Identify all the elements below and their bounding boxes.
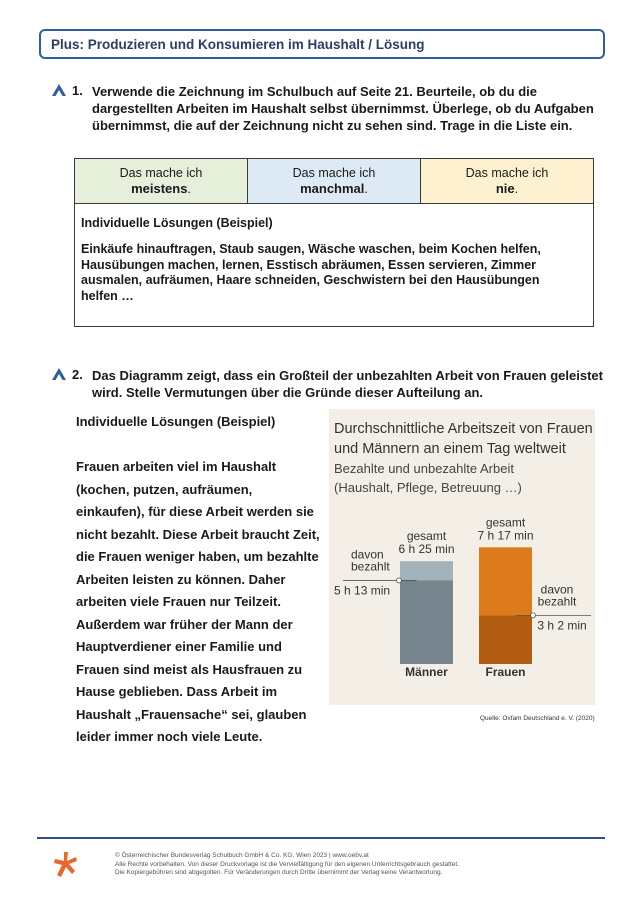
solution-line: helfen …	[81, 288, 134, 303]
bar-unpaid-maenner	[400, 561, 453, 580]
paid-value-label: 3 h 2 min	[537, 618, 587, 633]
answer-line: arbeiten viele Frauen nur Teilzeit.	[76, 594, 281, 609]
total-value-label: 7 h 17 min	[477, 528, 534, 543]
chart-title-line: Durchschnittliche Arbeitszeit von Frauen	[334, 421, 593, 437]
column-prefix: Das mache ich	[465, 166, 549, 180]
column-suffix: .	[514, 182, 519, 196]
answer-line: (kochen, putzen, aufräumen,	[76, 481, 253, 497]
category-label: Männer	[405, 665, 448, 679]
answer-line: Frauen sind meist als Hausfrauen zu	[76, 661, 303, 677]
task2-line: wird. Stelle Vermutungen über die Gründe dieser Aufteilung an.	[92, 385, 484, 400]
solution-text	[81, 242, 587, 304]
answer-line: einkaufen), für diese Arbeit werden sie	[76, 504, 314, 519]
bar-paid-frauen	[479, 615, 532, 664]
paid-caption-label: bezahlt	[537, 594, 577, 609]
column-header-nie	[421, 159, 594, 204]
task1-line: übernimmst, die auf der Zeichnung nicht zu sehen sind. Trage in die Liste ein.	[92, 118, 573, 133]
task2-number: 2.	[72, 367, 83, 382]
paid-value-label: 5 h 13 min	[334, 583, 391, 598]
answer-text	[76, 456, 320, 749]
answer-line: Frauen arbeiten viel im Haushalt	[76, 459, 277, 474]
task2-text	[92, 367, 603, 401]
answer-heading: Individuelle Lösungen (Beispiel)	[76, 414, 276, 429]
answer-line: Hause geblieben. Dass Arbeit im	[76, 684, 278, 699]
solution-cell	[75, 204, 594, 327]
task2-line: Das Diagramm zeigt, dass ein Großteil der unbezahlten Arbeit von Frauen geleistet	[92, 368, 603, 383]
column-header-meistens	[75, 159, 248, 204]
column-keyword: nie	[495, 181, 515, 196]
answer-line: nicht bezahlt. Diese Arbeit braucht Zeit,	[76, 526, 320, 542]
chart-title	[334, 419, 594, 459]
solution-line: Hausübungen machen, lernen, Esstisch abräumen, Essen servieren, Zimmer	[81, 257, 537, 272]
level-triangle-icon	[52, 84, 66, 96]
chart-title-line: und Männern an einem Tag weltweit	[334, 441, 566, 457]
footer-text	[115, 852, 459, 878]
bar-unpaid-frauen	[479, 547, 532, 615]
column-suffix: .	[187, 182, 191, 196]
paid-caption-label: davon	[540, 582, 574, 597]
page-title: Plus: Produzieren und Konsumieren im Haushalt / Lösung	[51, 37, 425, 52]
footer-line: © Österreichischer Bundesverlag Schulbuch GmbH & Co. KG, Wien 2023 | www.oebv.at	[115, 852, 369, 859]
solution-line: ausmalen, aufräumen, Haare schneiden, Geschwistern bei den Hausübungen	[81, 273, 540, 287]
total-value-label: 6 h 25 min	[398, 542, 455, 557]
answer-line: leider immer noch viele Leute.	[76, 729, 263, 744]
answer-line: Haushalt „Frauensache“ sei, glauben	[76, 706, 307, 722]
header-box	[39, 29, 605, 59]
level-triangle-icon	[52, 368, 66, 380]
chart-subtitle	[334, 459, 594, 497]
task1-number: 1.	[72, 83, 83, 98]
column-keyword: manchmal	[300, 181, 365, 196]
paid-caption-label: davon	[351, 547, 384, 562]
footer-line: Alle Rechte vorbehalten. Von dieser Druckvorlage ist die Vervielfältigung für den eigenen Unterrichtsgebrauch gestattet.	[115, 860, 459, 868]
column-keyword: meistens	[131, 181, 188, 196]
footer-line: Die Kopiergebühren sind abgegolten. Für Veränderungen durch Dritte übernimmt der Verlag keine Verantwortung.	[115, 869, 443, 876]
column-header-manchmal	[248, 159, 421, 204]
answer-line: Hauptverdiener einer Familie und	[76, 639, 282, 654]
task1-line: dargestellten Arbeiten im Haushalt selbst übernimmst. Überlege, ob du Aufgaben	[92, 101, 594, 116]
paid-marker-dot	[531, 613, 536, 618]
solution-line: Einkäufe hinauftragen, Staub saugen, Wäsche waschen, beim Kochen helfen,	[81, 242, 541, 256]
paid-marker-dot	[397, 578, 402, 583]
paid-caption-label: bezahlt	[351, 559, 390, 574]
answer-line: Außerdem war früher der Mann der	[76, 616, 293, 632]
chart-subtitle-line: (Haushalt, Pflege, Betreuung …)	[334, 480, 522, 495]
solution-heading: Individuelle Lösungen (Beispiel)	[81, 216, 273, 230]
publisher-logo-icon	[53, 850, 79, 880]
bar-paid-maenner	[400, 580, 453, 664]
answer-line: die Frauen weniger haben, um bezahlte	[76, 549, 319, 564]
column-prefix: Das mache ich	[292, 166, 376, 180]
answer-line: Arbeiten leisten zu können. Daher	[76, 571, 286, 587]
chart-subtitle-line: Bezahlte und unbezahlte Arbeit	[334, 461, 514, 476]
footer-divider	[37, 837, 605, 839]
bar-chart	[329, 500, 595, 690]
total-caption-label: gesamt	[406, 529, 447, 544]
column-prefix: Das mache ich	[119, 166, 203, 180]
total-caption-label: gesamt	[485, 515, 526, 530]
task1-text	[92, 83, 594, 134]
category-label: Frauen	[485, 665, 526, 679]
chart-source: Quelle: Oxfam Deutschland e. V. (2020)	[480, 715, 595, 722]
column-suffix: .	[364, 182, 368, 196]
task1-line: Verwende die Zeichnung im Schulbuch auf Seite 21. Beurteile, ob du die	[92, 84, 537, 99]
task-table	[74, 158, 594, 327]
